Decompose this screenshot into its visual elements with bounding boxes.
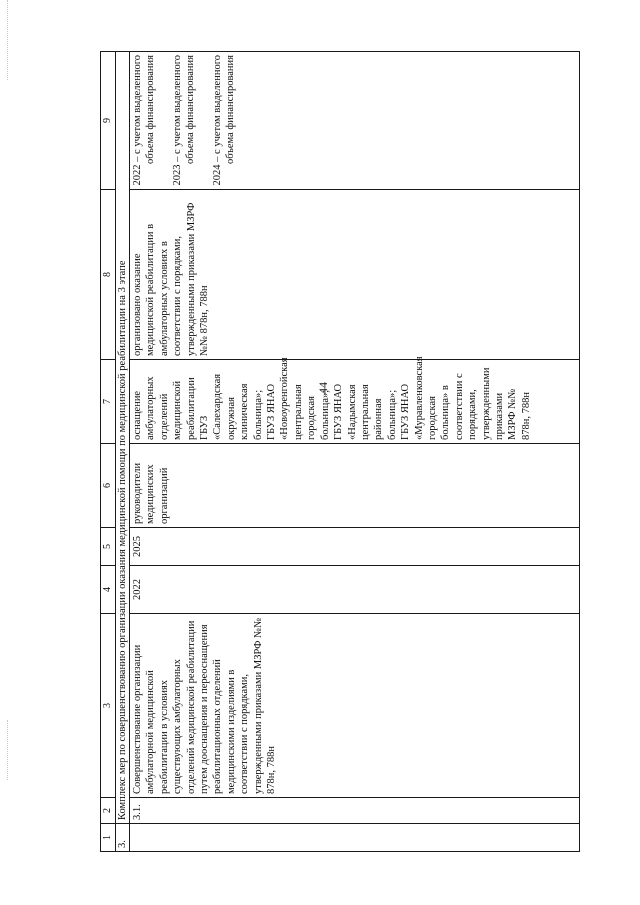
indicator-cell: организовано оказание медицинской реабилитации в амбулаторных условиях в соответствии с порядками, утвержденными приказами МЗРФ №№ 878н, 788н [130, 190, 580, 360]
row-number: 3.1. [130, 798, 580, 824]
measure-cell: Совершенствование организации амбулаторной медицинской реабилитации в условиях существующих амбулаторных отделений медицинской реабилитации путем дооснащения и переоснащения реабилитационных отделений медицинскими изделиями в соответствии с порядками, утвержденными приказами МЗРФ №№ 878н, 788н [130, 614, 580, 798]
column-number-row [101, 52, 116, 852]
result-cell: оснащение амбулаторных отделений медицинской реабилитации ГБУЗ «Салехардская окружная клиническая больница»; ГБУЗ ЯНАО «Новоуренгойская центральная городская больница»; ГБУЗ ЯНАО «Надымская центральная районная больница»; ГБУЗ ЯНАО «Муравленковская городская больница» в соответствии с порядками, утвержденными приказами МЗРФ №№ 878н, 788н [130, 360, 580, 444]
margin-dots-bottom [7, 720, 9, 780]
col-number-6: 6 [101, 444, 116, 528]
col-number-8: 8 [101, 190, 116, 360]
table-wrapper [100, 52, 580, 852]
funding-2024: 2024 – с учетом выделенного объема финансирования [211, 55, 237, 186]
funding-cell [130, 52, 580, 190]
col-number-3: 3 [101, 614, 116, 798]
col-number-1: 1 [101, 824, 116, 852]
funding-2022: 2022 – с учетом выделенного объема финансирования [132, 55, 157, 186]
col-number-7: 7 [101, 360, 116, 444]
col-number-9: 9 [101, 52, 116, 190]
section-row [116, 52, 130, 852]
funding-2023: 2023 – с учетом выделенного объема финансирования [171, 55, 197, 186]
page-number: 44 [316, 382, 330, 394]
responsible-cell: руководители медицинских организаций [130, 444, 580, 528]
col-number-2: 2 [101, 798, 116, 824]
section-number: 3. [116, 824, 130, 852]
col-number-4: 4 [101, 566, 116, 614]
end-year-cell: 2025 [130, 528, 580, 566]
section-title: Комплекс мер по совершенствованию организации оказания медицинской помощи по медицинской реабилитации на 3 этапе [116, 52, 130, 824]
rotated-table-frame [100, 52, 580, 852]
margin-dots-top [7, 0, 9, 80]
cell-empty [130, 824, 580, 852]
measures-table [100, 51, 580, 852]
start-year-cell: 2022 [130, 566, 580, 614]
table-row [130, 52, 580, 852]
col-number-5: 5 [101, 528, 116, 566]
